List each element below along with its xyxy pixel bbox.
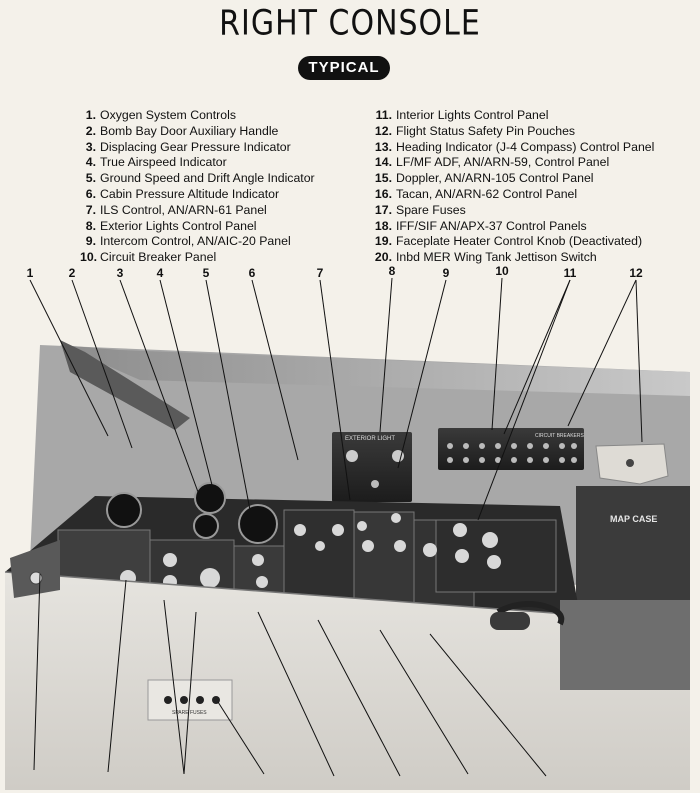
legend-item: 16. Tacan, AN/ARN-62 Control Panel — [374, 186, 578, 201]
legend-item: 10. Circuit Breaker Panel — [80, 250, 217, 265]
legend-item: 5. Ground Speed and Drift Angle Indicator — [85, 171, 315, 186]
callout-2: 2 — [68, 266, 76, 280]
callout-4: 4 — [156, 266, 164, 280]
legend-item: 11. Interior Lights Control Panel — [375, 108, 549, 122]
legend-item: 9. Intercom Control, AN/AIC-20 Panel — [85, 234, 291, 249]
gauge-icon — [194, 514, 218, 538]
page-title: RIGHT CONSOLE — [219, 3, 481, 44]
side-panel — [560, 600, 690, 690]
gauge-icon — [239, 505, 277, 543]
callout-6: 6 — [248, 266, 256, 280]
typical-badge: TYPICAL — [298, 56, 390, 80]
exterior-light-panel — [332, 432, 412, 502]
legend-item: 4. True Airspeed Indicator — [85, 155, 227, 170]
callout-8: 8 — [388, 264, 396, 278]
callout-9: 9 — [442, 266, 450, 280]
spare-fuses-label: SPARE FUSES — [172, 710, 207, 716]
callout-12: 12 — [629, 266, 643, 280]
knob-icon — [371, 480, 379, 488]
map-case-label: MAP CASE — [610, 514, 658, 524]
circuit-breakers-label: CIRCUIT BREAKERS — [535, 433, 584, 439]
callout-1: 1 — [26, 266, 34, 280]
legend-item: 15. Doppler, AN/ARN-105 Control Panel — [374, 171, 594, 186]
legend-item: 18. IFF/SIF AN/APX-37 Control Panels — [374, 218, 587, 233]
callout-7: 7 — [316, 266, 324, 280]
legend-item: 8. Exterior Lights Control Panel — [85, 218, 257, 233]
map-case — [576, 486, 690, 606]
mic-plug — [490, 612, 530, 630]
gauge-icon — [107, 493, 141, 527]
callout-10: 10 — [495, 264, 509, 278]
callout-3: 3 — [116, 266, 124, 280]
legend-item: 1. Oxygen System Controls — [85, 108, 236, 122]
callout-5: 5 — [202, 266, 210, 280]
legend-item: 2. Bomb Bay Door Auxiliary Handle — [85, 123, 279, 138]
legend-item: 6. Cabin Pressure Altitude Indicator — [85, 186, 280, 201]
legend-item: 7. ILS Control, AN/ARN-61 Panel — [85, 202, 267, 217]
legend-item: 12. Flight Status Safety Pin Pouches — [374, 123, 576, 138]
legend-item: 13. Heading Indicator (J-4 Compass) Control Panel — [374, 139, 655, 154]
legend-item: 17. Spare Fuses — [374, 202, 466, 217]
legend-item: 14. LF/MF ADF, AN/ARN-59, Control Panel — [374, 155, 610, 170]
gauge-icon — [195, 483, 225, 513]
knob-icon — [346, 450, 358, 462]
legend-item: 20. Inbd MER Wing Tank Jettison Switch — [374, 250, 597, 265]
legend-item: 3. Displacing Gear Pressure Indicator — [85, 139, 291, 154]
legend-item: 19. Faceplate Heater Control Knob (Deactivated) — [374, 234, 643, 249]
exterior-light-label: EXTERIOR LIGHT — [345, 436, 396, 442]
callout-11: 11 — [563, 266, 577, 280]
